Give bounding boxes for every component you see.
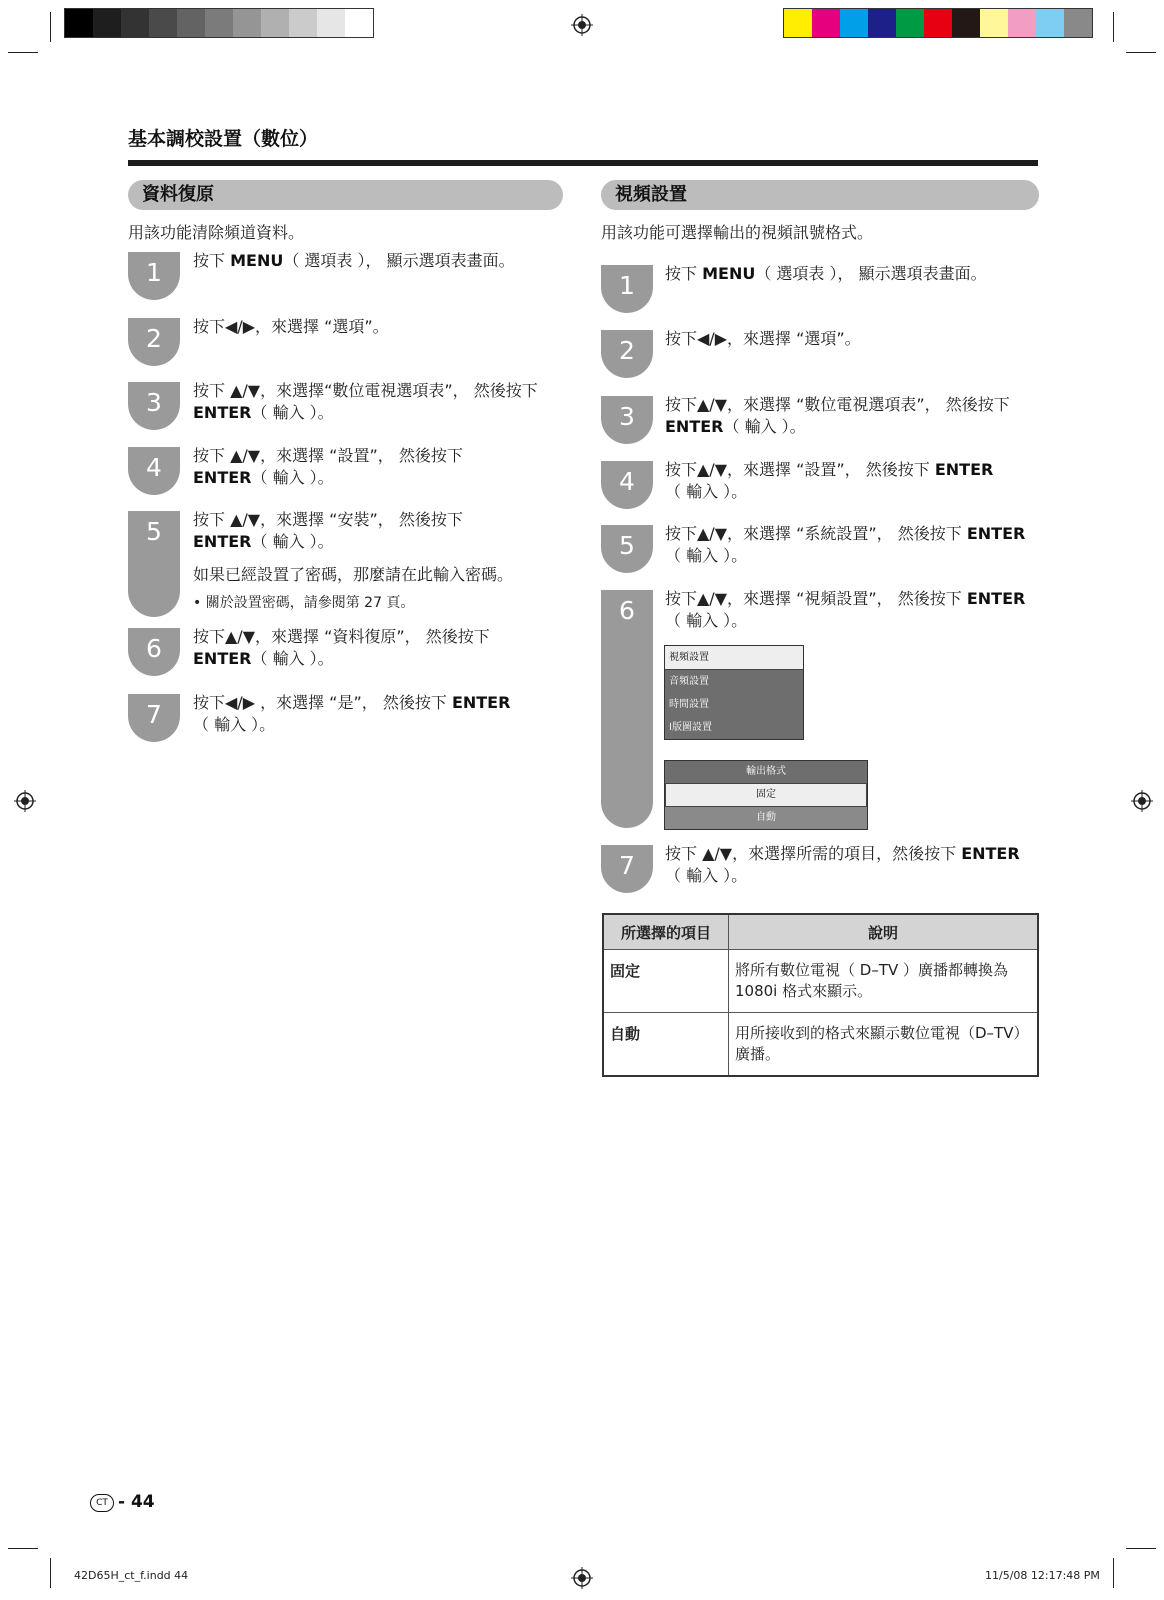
registration-mark-icon (571, 14, 593, 36)
grayscale-bar (64, 8, 374, 38)
step-number: 6 (601, 590, 653, 828)
step-number: 7 (601, 845, 653, 893)
table-cell-desc: 將所有數位電視（ D–TV ）廣播都轉換為 1080i 格式來顯示。 (729, 950, 1039, 1013)
table-header-row (603, 914, 1038, 950)
table-cell-item: 自動 (603, 1013, 729, 1077)
options-table (602, 913, 1039, 1077)
step-number: 5 (128, 511, 180, 617)
step-number: 3 (601, 396, 653, 444)
menu-item-audio-setup: 音頻設置 (669, 676, 709, 687)
crop-mark (8, 1548, 38, 1549)
section-description: 用該功能清除頻道資料。 (128, 223, 305, 242)
page-number (90, 1492, 155, 1512)
column-header: 說明 (729, 914, 1039, 950)
step-text: 按下▲/▼，來選擇 “設置”， 然後按下 ENTER（ 輸入 ）。 (665, 460, 994, 501)
step-text: 按下 ▲/▼，來選擇 “安裝”， 然後按下 ENTER（ 輸入 ）。 (193, 510, 463, 551)
language-badge: CT (90, 1494, 114, 1512)
step-text: 按下 ▲/▼，來選擇“數位電視選項表”， 然後按下 ENTER（ 輸入 ）。 (193, 381, 538, 422)
step-text: 按下 ▲/▼，來選擇 “設置”， 然後按下 ENTER（ 輸入 ）。 (193, 446, 463, 487)
step-number: 2 (128, 318, 180, 366)
step-text: 按下▲/▼，來選擇 “數位電視選項表”， 然後按下 ENTER（ 輸入 ）。 (665, 395, 1010, 436)
step-number: 4 (128, 447, 180, 495)
step-text: 按下◀/▶ ，來選擇 “是”， 然後按下 ENTER（ 輸入 ）。 (193, 693, 511, 734)
step-number: 2 (601, 330, 653, 378)
output-option-auto: 自動 (665, 807, 867, 829)
step-text: 按下▲/▼，來選擇 “視頻設置”， 然後按下 ENTER（ 輸入 ）。 (665, 589, 1026, 630)
crop-mark (1126, 52, 1156, 53)
column-header: 所選擇的項目 (603, 914, 729, 950)
section-description: 用該功能可選擇輸出的視頻訊號格式。 (601, 223, 874, 242)
table-cell-desc: 用所接收到的格式來顯示數位電視（D–TV）廣播。 (729, 1013, 1039, 1077)
timestamp: 11/5/08 12:17:48 PM (985, 1569, 1100, 1582)
step-text: 按下◀/▶，來選擇 “選項”。 (193, 317, 389, 336)
step-number: 1 (601, 265, 653, 313)
step-text: 按下◀/▶，來選擇 “選項”。 (665, 329, 861, 348)
password-note: 如果已經設置了密碼，那麼請在此輸入密碼。 (193, 565, 514, 584)
registration-mark-icon (14, 790, 36, 812)
step-number: 3 (128, 382, 180, 430)
step-number: 5 (601, 525, 653, 573)
crop-mark (1113, 1558, 1114, 1588)
step-number: 6 (128, 628, 180, 676)
crop-mark (1113, 12, 1114, 42)
section-title-data-reset: 資料復原 (128, 180, 563, 210)
step-text: 按下 MENU（ 選項表 ）， 顯示選項表畫面。 (665, 264, 987, 283)
menu-item-layout-setup: I版圖設置 (669, 722, 712, 733)
menu-item-video-setup: 視頻設置 (665, 646, 803, 670)
section-title-video-setup: 視頻設置 (601, 180, 1039, 210)
crop-mark (1126, 1548, 1156, 1549)
page-title: 基本調校設置（數位） (128, 128, 319, 150)
crop-mark (50, 1558, 51, 1588)
step-text: 按下▲/▼，來選擇 “系統設置”， 然後按下 ENTER（ 輸入 ）。 (665, 524, 1026, 565)
crop-mark (8, 52, 38, 53)
table-row (603, 1013, 1038, 1077)
output-option-fixed: 固定 (665, 783, 867, 807)
page-number-text: - 44 (118, 1492, 155, 1512)
step-number: 1 (128, 252, 180, 300)
output-format-title: 輸出格式 (665, 761, 867, 783)
output-format-menu (664, 760, 868, 830)
table-cell-item: 固定 (603, 950, 729, 1013)
table-row (603, 950, 1038, 1013)
step-text: 按下 ▲/▼，來選擇所需的項目，然後按下 ENTER（ 輸入 ）。 (665, 844, 1020, 885)
registration-mark-icon (571, 1567, 593, 1589)
step-text: 按下▲/▼，來選擇 “資料復原”， 然後按下 ENTER（ 輸入 ）。 (193, 627, 490, 668)
title-rule (128, 160, 1038, 166)
registration-mark-icon (1131, 790, 1153, 812)
menu-item-time-setup: 時間設置 (669, 699, 709, 710)
step-text: 按下 MENU（ 選項表 ）， 顯示選項表畫面。 (193, 251, 515, 270)
setup-menu-screenshot (664, 645, 804, 740)
color-bar (783, 8, 1093, 38)
step-number: 4 (601, 461, 653, 509)
file-name: 42D65H_ct_f.indd 44 (74, 1569, 189, 1582)
password-reference-bullet: • 關於設置密碼，請參閱第 27 頁。 (193, 595, 415, 611)
crop-mark (50, 12, 51, 42)
step-number: 7 (128, 694, 180, 742)
